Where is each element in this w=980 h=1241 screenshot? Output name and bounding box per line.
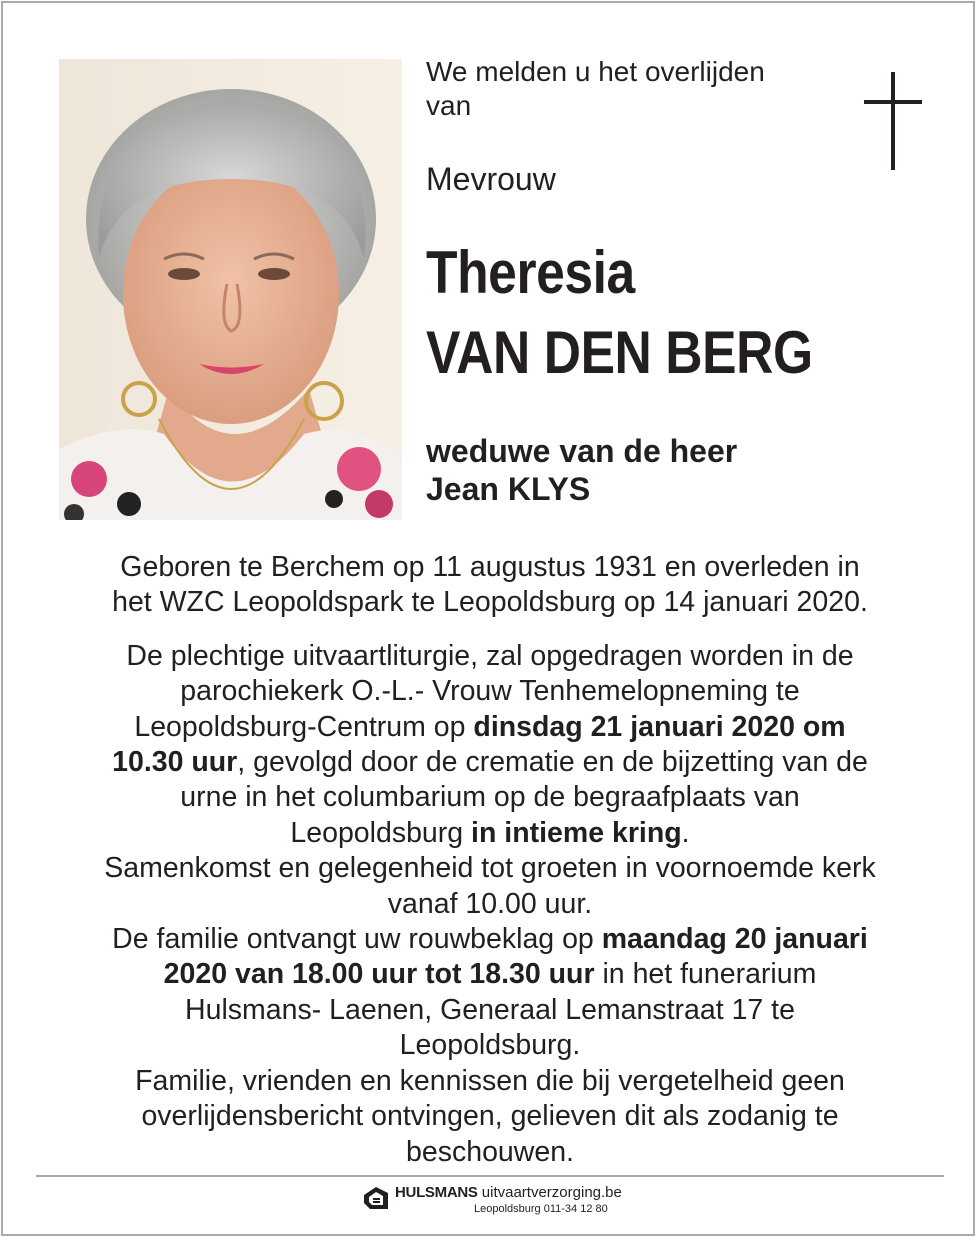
- portrait-photo-icon: [59, 59, 402, 520]
- condolence-line: Leopoldsburg.: [399, 1029, 581, 1062]
- condolence-line: 2020 van 18.00 uur tot 18.30 uur in het funerarium: [163, 958, 817, 991]
- closing-line: beschouwen.: [406, 1135, 574, 1168]
- closing-line: overlijdensbericht ontvingen, gelieven dit als zodanig te: [141, 1100, 839, 1133]
- intro-line-2: van: [426, 90, 472, 121]
- funeral-home-contact: Leopoldsburg 011-34 12 80: [474, 1203, 608, 1215]
- widow-of: [426, 432, 737, 508]
- condolence-line: De familie ontvangt uw rouwbeklag op maandag 20 januari: [112, 923, 868, 956]
- condolence-date: maandag 20 januari: [601, 923, 868, 956]
- gathering-line: vanaf 10.00 uur.: [387, 887, 593, 920]
- condolence-time: 2020 van 18.00 uur tot 18.30 uur: [163, 958, 595, 991]
- widow-line-2: Jean KLYS: [426, 471, 591, 507]
- cross-icon: [864, 72, 922, 170]
- funeral-line: Leopoldsburg-Centrum op dinsdag 21 januari 2020 om: [134, 710, 846, 743]
- funeral-line: 10.30 uur, gevolgd door de crematie en de bijzetting van de: [112, 746, 868, 779]
- gathering-line: Samenkomst en gelegenheid tot groeten in voornoemde kerk: [104, 852, 876, 885]
- footer-divider: [36, 1175, 944, 1177]
- closing-line: Familie, vrienden en kennissen die bij vergetelheid geen: [135, 1064, 845, 1097]
- notice-body: [40, 550, 940, 1170]
- intimate-circle: in intieme kring: [471, 816, 682, 849]
- condolence-line: Hulsmans- Laenen, Generaal Lemanstraat 17 te: [185, 993, 795, 1026]
- announcement-intro: [426, 55, 846, 123]
- funeral-line: urne in het columbarium op de begraafplaats van: [180, 781, 800, 814]
- honorific: Mevrouw: [426, 161, 556, 197]
- birth-line-2: het WZC Leopoldspark te Leopoldsburg op 14 januari 2020.: [112, 586, 868, 619]
- funeral-home-brand: HULSMANS uitvaartverzorging.be: [395, 1184, 622, 1201]
- funeral-home-footer: [362, 1183, 662, 1219]
- deceased-first-name: Theresia: [426, 239, 635, 306]
- intro-line-1: We melden u het overlijden: [426, 56, 765, 87]
- deceased-last-name: VAN DEN BERG: [426, 319, 813, 386]
- funeral-line: parochiekerk O.-L.- Vrouw Tenhemelopneming te: [180, 675, 800, 708]
- funeral-line: Leopoldsburg in intieme kring.: [290, 816, 690, 849]
- funeral-date: dinsdag 21 januari 2020 om: [473, 710, 846, 743]
- portrait-photo: [59, 59, 402, 520]
- hulsmans-logo-icon: [362, 1183, 392, 1213]
- funeral-time: 10.30 uur: [112, 746, 238, 779]
- birth-line-1: Geboren te Berchem op 11 augustus 1931 en overleden in: [120, 551, 860, 583]
- funeral-line: De plechtige uitvaartliturgie, zal opgedragen worden in de: [126, 639, 854, 672]
- widow-line-1: weduwe van de heer: [426, 433, 738, 469]
